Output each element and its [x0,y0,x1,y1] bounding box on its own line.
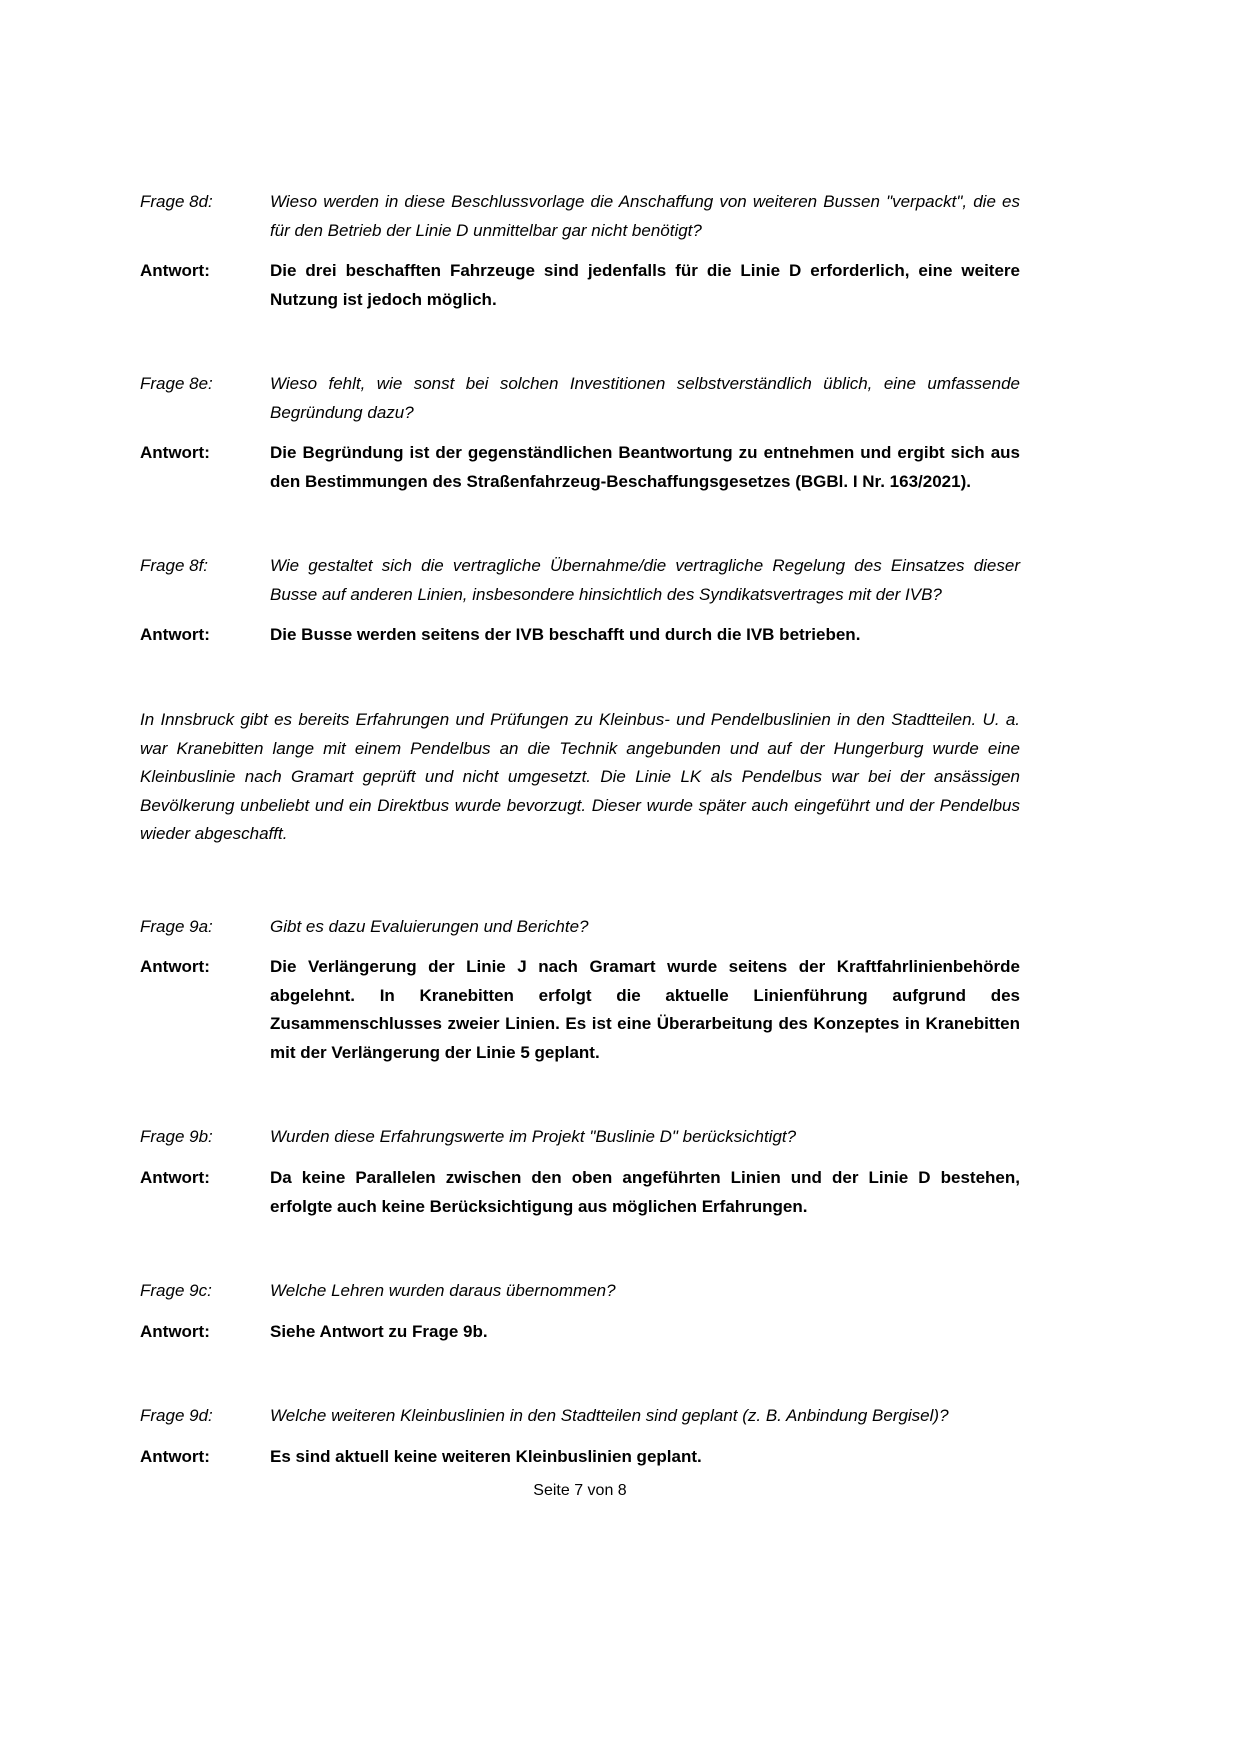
answer-row [140,1443,1020,1472]
answer-label: Antwort: [140,443,210,463]
question-label: Frage 9b: [140,1127,213,1147]
question-text: Wieso fehlt, wie sonst bei solchen Investitionen selbstverständlich üblich, eine umfassende Begründung dazu? [270,374,1020,422]
answer-row [140,257,1020,314]
question-text: Wurden diese Erfahrungswerte im Projekt "Buslinie D" berücksichtigt? [270,1127,797,1147]
question-row [140,913,1020,942]
question-text: Welche Lehren wurden daraus übernommen? [270,1281,616,1301]
answer-label: Antwort: [140,625,210,645]
intro-paragraph: In Innsbruck gibt es bereits Erfahrungen und Prüfungen zu Kleinbus- und Pendelbuslinien in den Stadtteilen. U. a. war Kranebitten lange mit einem Pendelbus an die Technik angebunden und auf der Hungerburg wurde eine Kleinbuslinie nach Gramart geprüft und nicht umgesetzt. Die Linie LK als Pendelbus war bei der ansässigen Bevölkerung unbeliebt und ein Direktbus wurde bevorzugt. Dieser wurde später auch eingeführt und der Pendelbus wieder abgeschafft. [140,710,1020,844]
question-text: Wieso werden in diese Beschlussvorlage die Anschaffung von weiteren Bussen "verpackt", die es für den Betrieb der Linie D unmittelbar gar nicht benötigt? [270,192,1020,240]
question-text: Wie gestaltet sich die vertragliche Übernahme/die vertragliche Regelung des Einsatzes dieser Busse auf anderen Linien, insbesondere hinsichtlich des Syndikatsvertrages mit der IVB? [270,556,1020,604]
answer-row [140,1164,1020,1221]
answer-label: Antwort: [140,261,210,281]
question-label: Frage 8f: [140,556,209,576]
answer-label: Antwort: [140,1446,210,1466]
answer-text: Da keine Parallelen zwischen den oben angeführten Linien und der Linie D bestehen, erfolgte auch keine Berücksichtigung aus möglichen Erfahrungen. [270,1168,1020,1216]
qa-block [140,1123,1020,1221]
answer-label: Antwort: [140,957,210,977]
answer-text: Die Begründung ist der gegenständlichen Beantwortung zu entnehmen und ergibt sich aus den Bestimmungen des Straßenfahrzeug-Beschaffungsgesetzes (BGBl. I Nr. 163/2021). [270,443,1020,491]
answer-text: Die Verlängerung der Linie J nach Gramart wurde seitens der Kraftfahrlinienbehörde abgelehnt. In Kranebitten erfolgt die aktuelle Linienführung aufgrund des Zusammenschlusses zweier Linien. Es ist eine Überarbeitung des Konzeptes in Kranebitten mit der Verlängerung der Linie 5 geplant. [270,957,1020,1062]
question-label: Frage 8d: [140,192,213,211]
question-row [140,1123,1020,1152]
page-number: Seite 7 von 8 [533,1482,627,1499]
answer-text: Es sind aktuell keine weiteren Kleinbuslinien geplant. [270,1446,702,1466]
answer-row [140,953,1020,1067]
answer-row [140,1318,1020,1347]
question-label: Frage 9c: [140,1281,212,1301]
answer-row [140,439,1020,496]
answer-row [140,621,1020,650]
question-label: Frage 9a: [140,916,213,936]
answer-text: Die Busse werden seitens der IVB beschafft und durch die IVB betrieben. [270,625,861,645]
answer-text: Die drei beschafften Fahrzeuge sind jedenfalls für die Linie D erforderlich, eine weitere Nutzung ist jedoch möglich. [270,261,1020,309]
answer-label: Antwort: [140,1321,210,1341]
qa-block [140,913,1020,1068]
question-row [140,1402,1020,1431]
question-row [140,370,1020,427]
qa-block [140,552,1020,650]
answer-text: Siehe Antwort zu Frage 9b. [270,1321,488,1341]
question-label: Frage 8e: [140,374,213,394]
question-row [140,552,1020,609]
qa-block [140,1402,1020,1471]
question-label: Frage 9d: [140,1406,213,1426]
question-row [140,1277,1020,1306]
qa-block [140,188,1020,314]
qa-block [140,1277,1020,1346]
question-text: Gibt es dazu Evaluierungen und Berichte? [270,916,589,936]
question-row [140,188,1020,245]
question-text: Welche weiteren Kleinbuslinien in den Stadtteilen sind geplant (z. B. Anbindung Bergisel)? [270,1406,949,1426]
answer-label: Antwort: [140,1168,210,1188]
qa-block [140,370,1020,496]
